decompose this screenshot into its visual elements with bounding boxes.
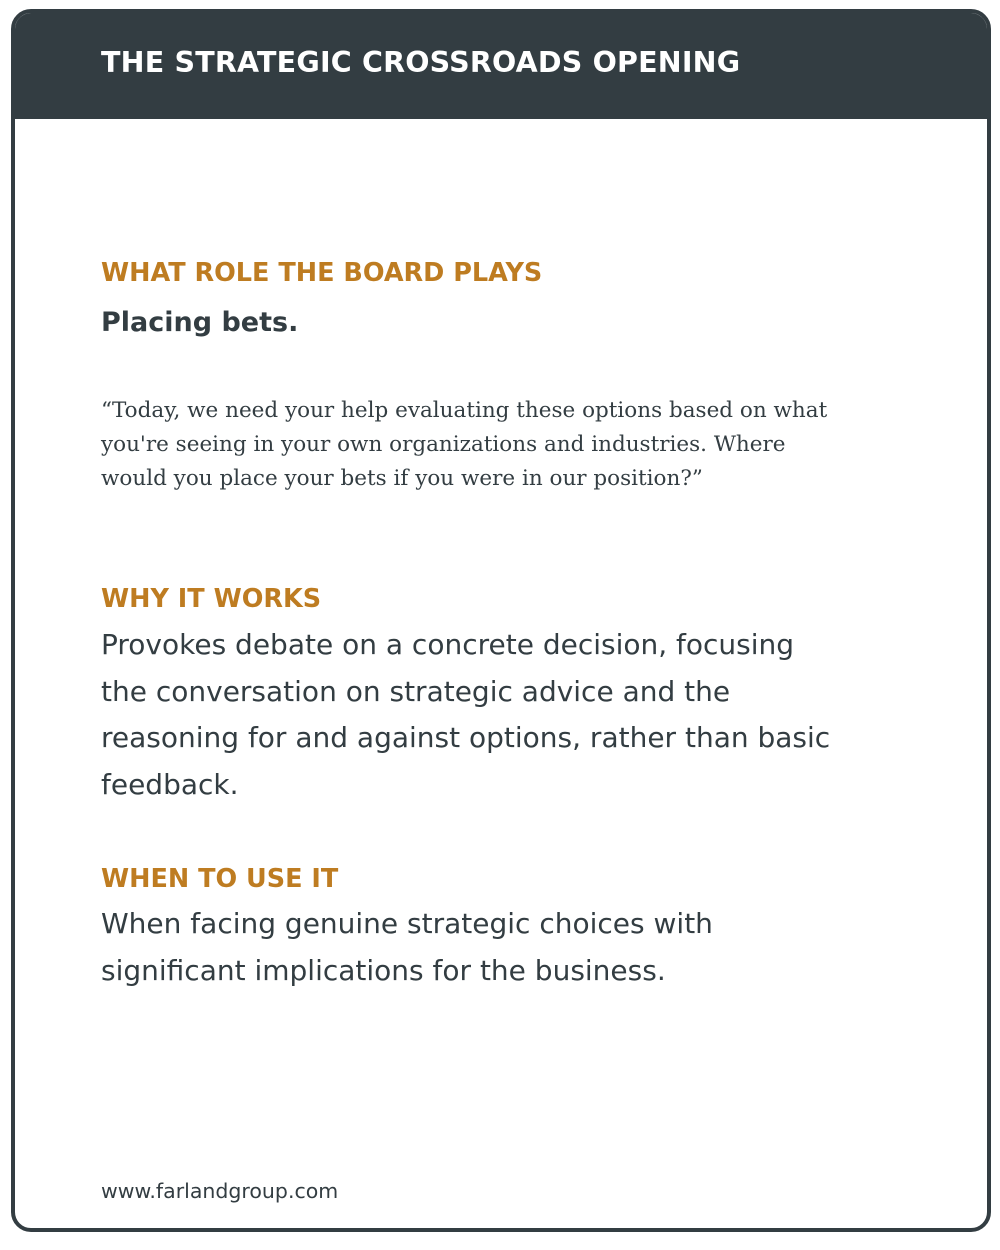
role-answer: Placing bets. [101,307,299,338]
opening-quote: “Today, we need your help evaluating these options based on what you're seeing in your own organizations and industries. Where would you place your bets if you were in our position?” [101,398,828,491]
why-label: WHY IT WORKS [101,584,322,614]
why-text: Provokes debate on a concrete decision, focusing the conversation on strategic advice and the reasoning for and against options, rather than basic feedback. [101,628,831,801]
website-link[interactable]: www.farlandgroup.com [101,1179,339,1203]
when-label: WHEN TO USE IT [101,864,339,894]
card-title: THE STRATEGIC CROSSROADS OPENING [101,46,741,79]
strategy-card [11,9,991,1232]
when-text: When facing genuine strategic choices with significant implications for the business. [101,907,713,987]
role-label: WHAT ROLE THE BOARD PLAYS [101,258,543,288]
card-header [15,13,987,119]
